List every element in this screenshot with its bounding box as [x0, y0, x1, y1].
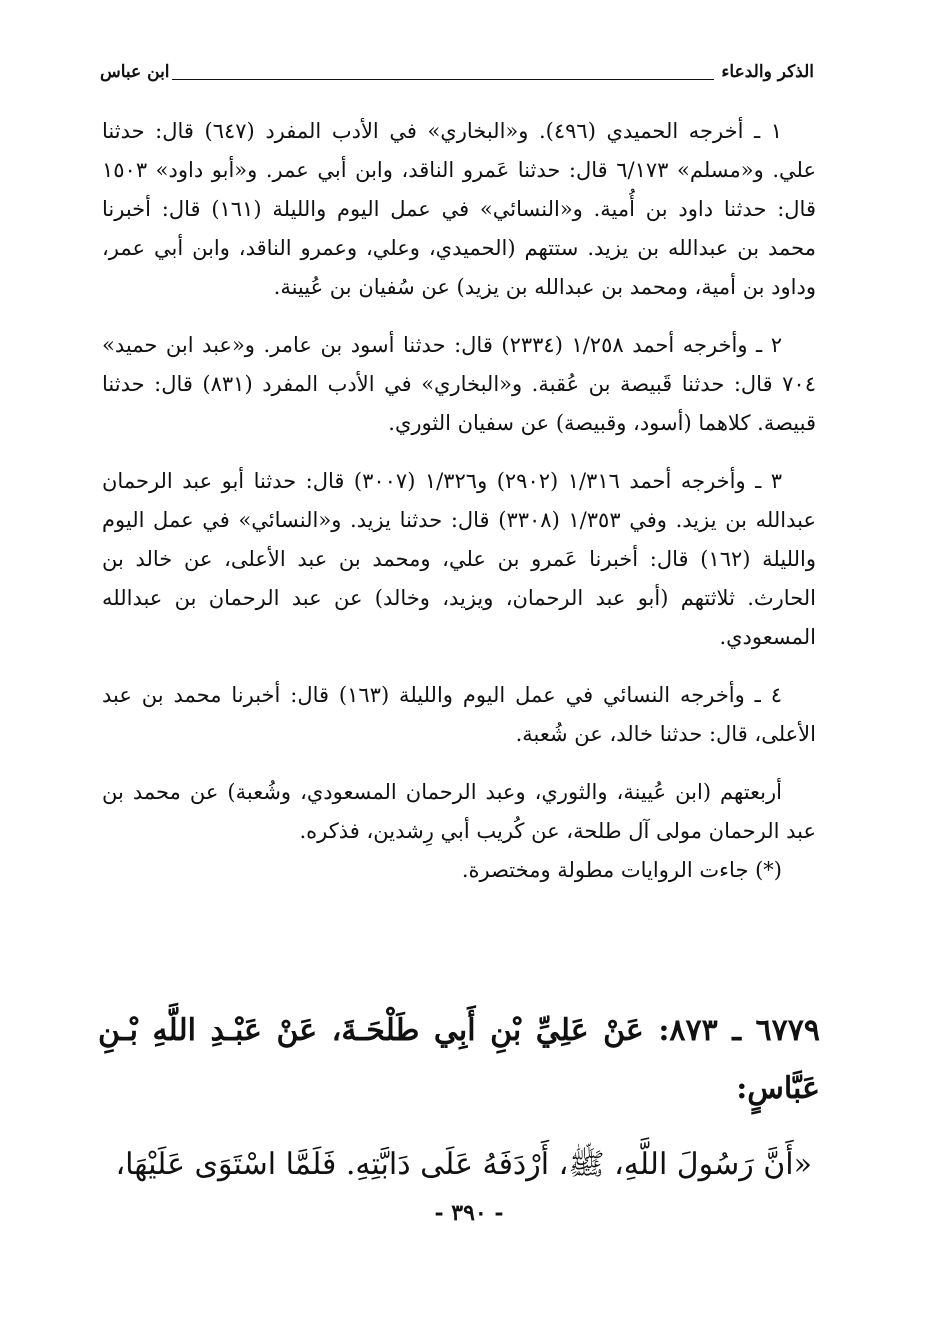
page-number: - ٣٩٠ -	[434, 1200, 504, 1226]
section-title: ابن عباس	[100, 62, 170, 82]
footnote-4: ٤ ـ وأخرجه النسائي في عمل اليوم والليلة (١٦٣) قال: أخبرنا محمد بن عبد الأعلى، قال: حدثنا خالد، عن شُعبة.	[102, 683, 816, 746]
running-header	[100, 62, 814, 92]
book-title: الذكر والدعاء	[721, 62, 814, 82]
footnote-3: ٣ ـ وأخرجه أحمد ١/٣١٦ (٢٩٠٢) و١/٣٢٦ (٣٠٠٧) قال: حدثنا أبو عبد الرحمان عبدالله بن يزيد. وفي ١/٣٥٣ (٣٣٠٨) قال: حدثنا يزيد. و«النسائي» في عمل اليوم والليلة (١٦٢) قال: أخبرنا عَمرو بن علي، ومحمد بن عبد الأعلى، عن خالد بن الحارث. ثلاثتهم (أبو عبد الرحمان، ويزيد، وخالد) عن عبد الرحمان بن عبدالله المسعودي.	[102, 469, 816, 649]
hadith-text	[98, 1002, 820, 1194]
footnote-summary: أربعتهم (ابن عُيينة، والثوري، وعبد الرحمان المسعودي، وشُعبة) عن محمد بن عبد الرحمان مولى آل طلحة، عن كُريب أبي رِشدين، فذكره.	[102, 780, 816, 843]
footnotes-block	[102, 112, 816, 909]
footnote-2: ٢ ـ وأخرجه أحمد ١/٢٥٨ (٢٣٣٤) قال: حدثنا أسود بن عامر. و«عبد ابن حميد» ٧٠٤ قال: حدثنا قَبيصة بن عُقبة. و«البخاري» في الأدب المفرد (٨٣١) قال: حدثنا قبيصة. كلاهما (أسود، وقبيصة) عن سفيان الثوري.	[102, 333, 816, 435]
header-rule	[172, 79, 714, 80]
hadith-isnad: ٦٧٧٩ ـ ٨٧٣: عَنْ عَلِيِّ بْنِ أَبِي طَلْحَـةَ، عَنْ عَبْـدِ اللَّهِ بْـنِ عَبَّاسٍ:	[98, 1013, 820, 1106]
footnote-note: (*) جاءت الروايات مطولة ومختصرة.	[461, 858, 782, 882]
hadith-matn: «أَنَّ رَسُولَ اللَّهِ، ﷺ، أَرْدَفَهُ عَلَى دَابَّتِهِ. فَلَمَّا اسْتَوَى عَلَيْهَا،	[115, 1147, 812, 1182]
footnote-1: ١ ـ أخرجه الحميدي (٤٩٦). و«البخاري» في الأدب المفرد (٦٤٧) قال: حدثنا علي. و«مسلم» ٦/١٧٣ قال: حدثنا عَمرو الناقد، وابن أبي عمر. و«أبو داود» ١٥٠٣ قال: حدثنا داود بن أُمية. و«النسائي» في عمل اليوم والليلة (١٦١) قال: أخبرنا محمد بن عبدالله بن يزيد. ستتهم (الحميدي، وعلي، وعمرو الناقد، وابن أبي عمر، وداود بن أمية، ومحمد بن عبدالله بن يزيد) عن سُفيان بن عُيينة.	[102, 119, 816, 299]
